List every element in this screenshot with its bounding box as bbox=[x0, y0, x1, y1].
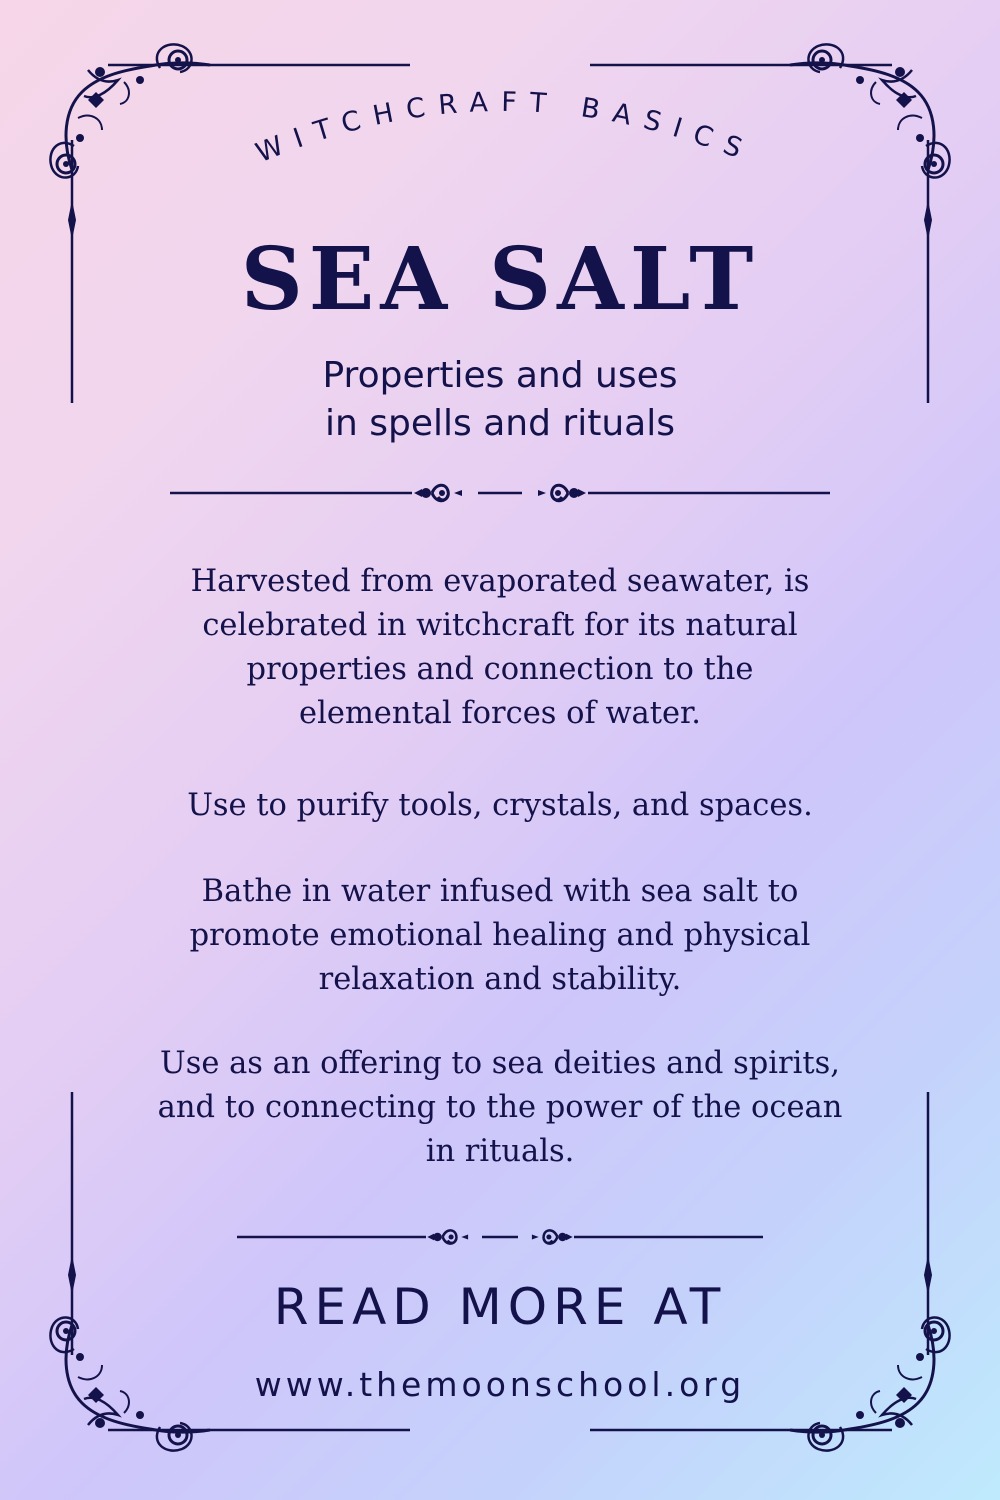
paragraph-line: relaxation and stability. bbox=[318, 962, 682, 997]
page-title: SEA SALT bbox=[240, 229, 760, 330]
paragraph-intro bbox=[0, 560, 1000, 736]
subtitle-line-1: Properties and uses bbox=[322, 355, 678, 396]
paragraph-line: promote emotional healing and physical bbox=[189, 918, 811, 953]
paragraph-bathe bbox=[0, 870, 1000, 1002]
paragraph-line: Harvested from evaporated seawater, is bbox=[190, 564, 810, 599]
eyebrow-text: WITCHCRAFT BASICS bbox=[251, 86, 759, 170]
paragraph-line: and to connecting to the power of the ocean bbox=[157, 1090, 843, 1125]
paragraph-line: Use as an offering to sea deities and spirits, bbox=[160, 1046, 840, 1081]
eyebrow-arc bbox=[0, 0, 1000, 260]
paragraph-purify bbox=[0, 784, 1000, 828]
paragraph-line: elemental forces of water. bbox=[299, 696, 701, 731]
paragraph-line: in rituals. bbox=[425, 1134, 575, 1169]
website-link[interactable]: www.themoonschool.org bbox=[254, 1365, 746, 1404]
paragraph-line: properties and connection to the bbox=[246, 652, 754, 687]
paragraph-line: Use to purify tools, crystals, and spaces. bbox=[187, 788, 813, 823]
paragraph-offering bbox=[0, 1042, 1000, 1174]
paragraph-line: celebrated in witchcraft for its natural bbox=[202, 608, 798, 643]
divider-flourish-top bbox=[170, 485, 830, 501]
read-more-heading: READ MORE AT bbox=[273, 1278, 727, 1336]
subtitle-line-2: in spells and rituals bbox=[325, 403, 675, 444]
paragraph-line: Bathe in water infused with sea salt to bbox=[201, 874, 799, 909]
divider-flourish-bottom bbox=[237, 1230, 763, 1243]
